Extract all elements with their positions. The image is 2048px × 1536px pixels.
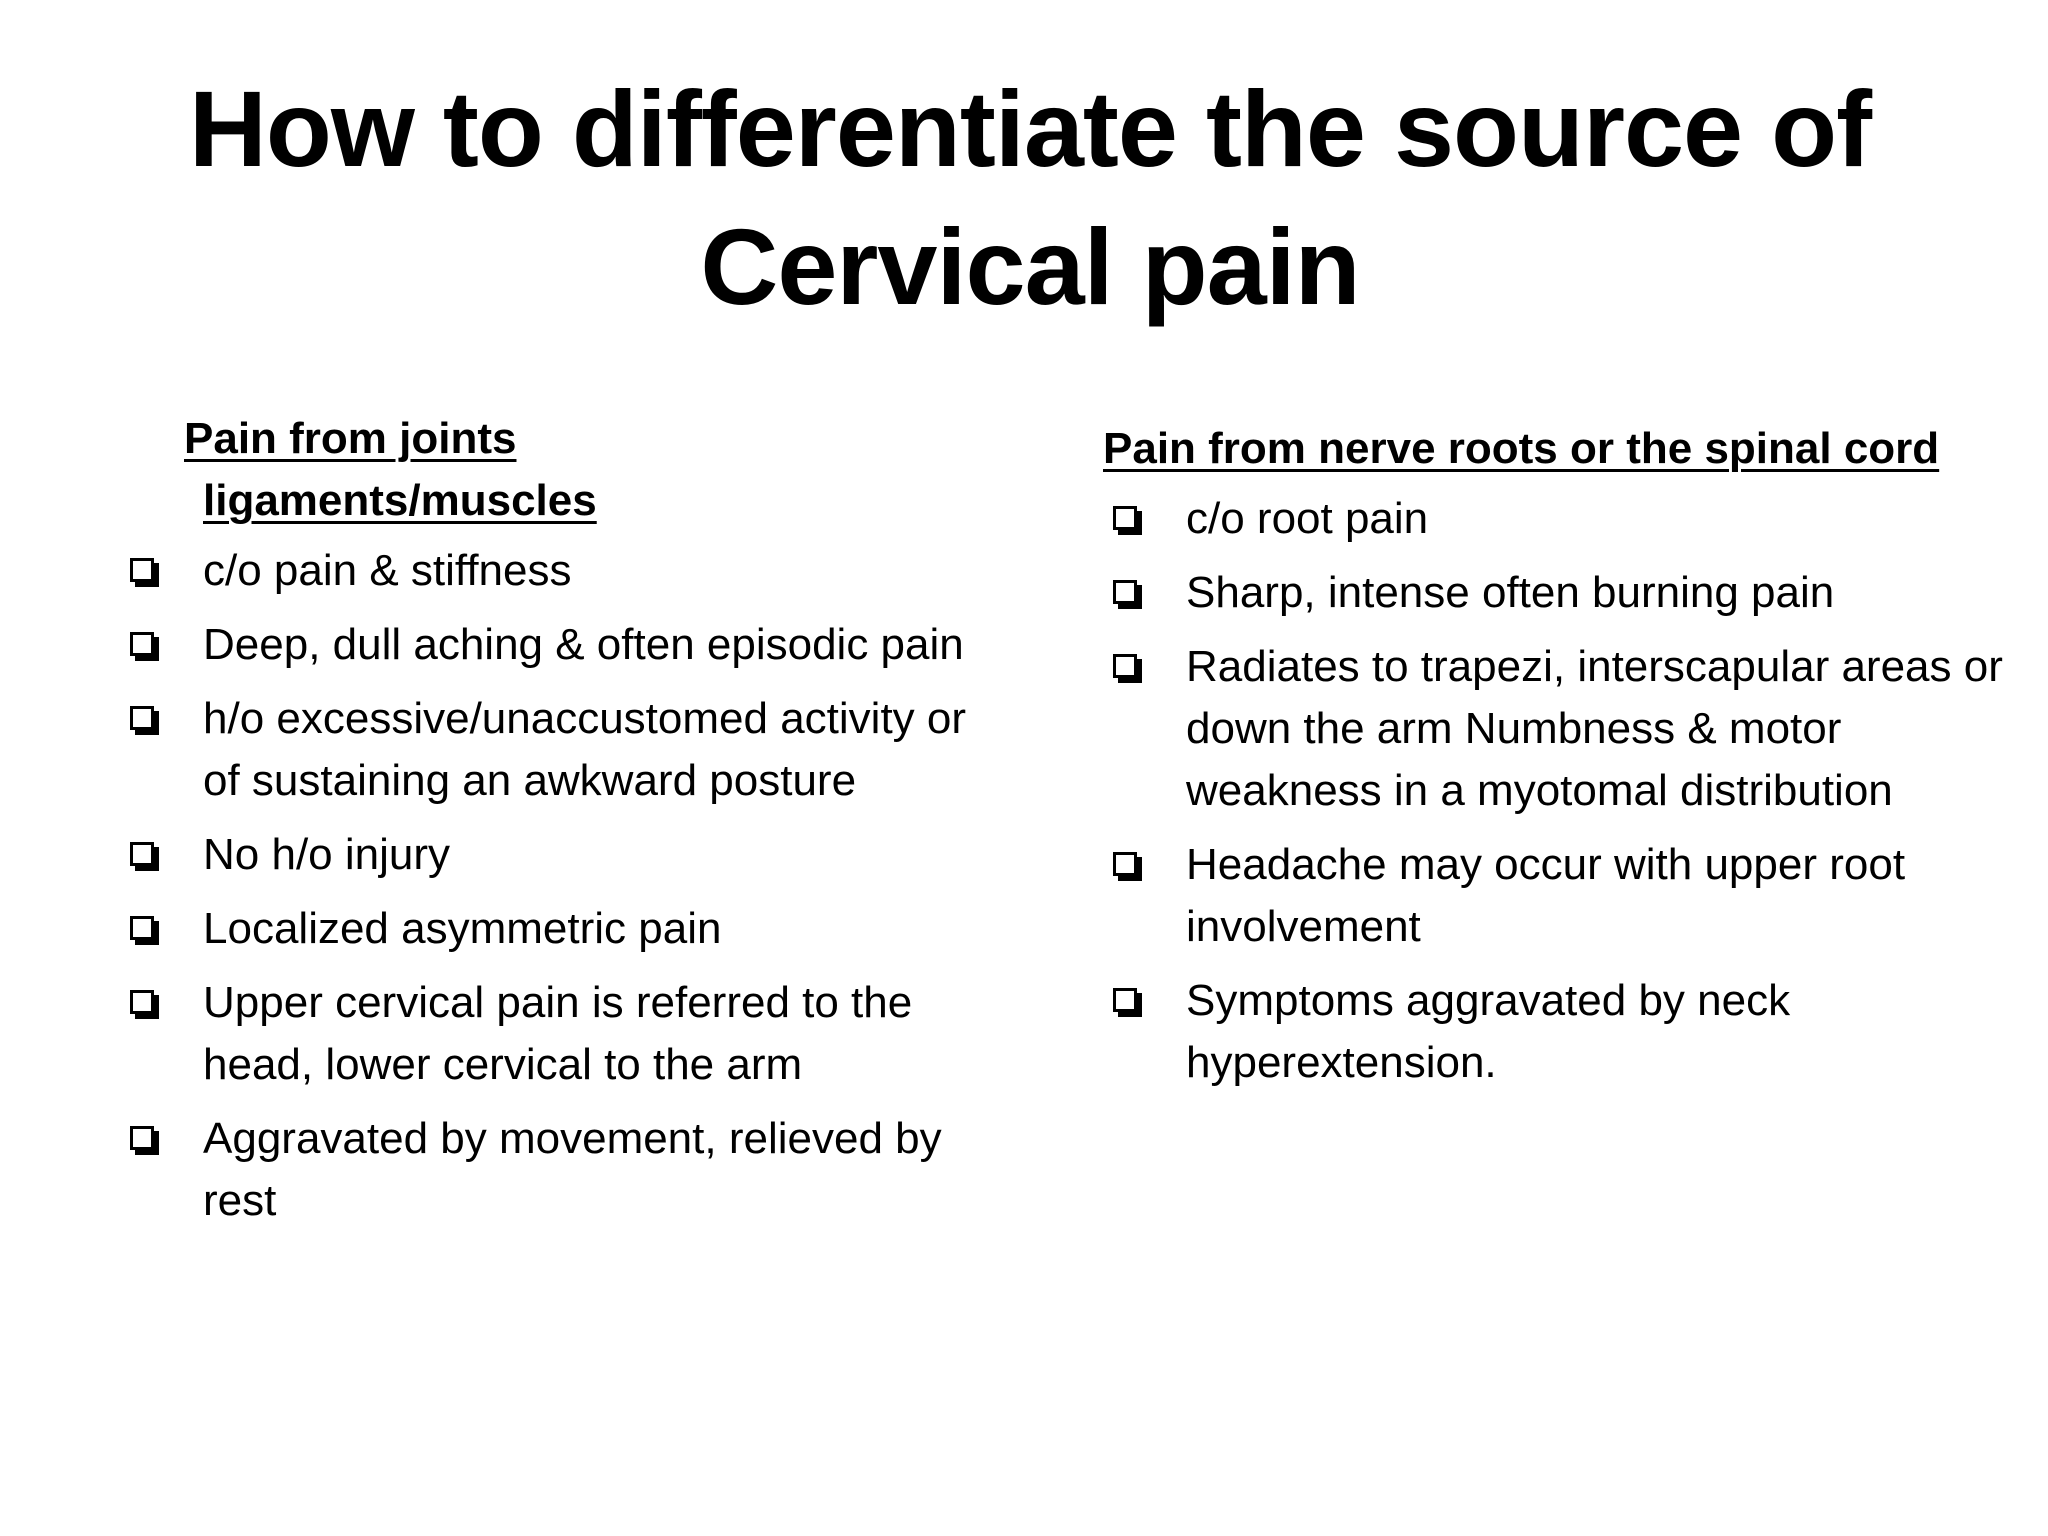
list-item-text: Localized asymmetric pain	[203, 904, 722, 953]
checkbox-square-icon	[130, 1126, 154, 1150]
checkbox-square-icon	[130, 558, 154, 582]
list-item-text: Aggravated by movement, relieved by rest	[203, 1114, 942, 1225]
checkbox-square-icon	[1113, 506, 1137, 530]
list-item	[120, 1108, 1000, 1232]
right-column-heading: Pain from nerve roots or the spinal cord	[1103, 424, 1940, 473]
list-item-text: Upper cervical pain is referred to the head, lower cervical to the arm	[203, 978, 913, 1089]
checkbox-square-icon	[130, 632, 154, 656]
left-column	[120, 408, 1000, 1244]
right-column	[1103, 418, 2003, 1106]
list-item	[1103, 636, 2003, 822]
list-item-text: Deep, dull aching & often episodic pain	[203, 620, 964, 669]
checkbox-square-icon	[1113, 580, 1137, 604]
checkbox-square-icon	[130, 990, 154, 1014]
title-line-2: Cervical pain	[700, 206, 1360, 327]
slide-title	[100, 60, 1960, 336]
checkbox-square-icon	[130, 706, 154, 730]
checkbox-square-icon	[1113, 988, 1137, 1012]
left-bullet-list	[120, 540, 1000, 1232]
list-item-text: Symptoms aggravated by neck hyperextension.	[1186, 976, 1791, 1087]
list-item	[120, 824, 1000, 886]
list-item	[1103, 834, 2003, 958]
list-item-text: c/o root pain	[1186, 494, 1429, 543]
list-item	[120, 898, 1000, 960]
list-item-text: c/o pain & stiffness	[203, 546, 572, 595]
list-item	[1103, 970, 2003, 1094]
list-item-text: Radiates to trapezi, interscapular areas or down the arm Numbness & motor weakness in a myotomal distribution	[1186, 642, 2003, 815]
list-item-text: Headache may occur with upper root involvement	[1186, 840, 1906, 951]
left-column-heading: Pain from joints ligaments/muscles	[184, 414, 597, 525]
checkbox-square-icon	[1113, 852, 1137, 876]
list-item	[120, 614, 1000, 676]
checkbox-square-icon	[1113, 654, 1137, 678]
checkbox-square-icon	[130, 916, 154, 940]
right-bullet-list	[1103, 488, 2003, 1094]
list-item	[1103, 562, 2003, 624]
title-line-1: How to differentiate the source of	[188, 68, 1872, 189]
list-item	[1103, 488, 2003, 550]
list-item	[120, 972, 1000, 1096]
checkbox-square-icon	[130, 842, 154, 866]
list-item	[120, 540, 1000, 602]
list-item-text: Sharp, intense often burning pain	[1186, 568, 1835, 617]
list-item-text: No h/o injury	[203, 830, 451, 879]
list-item	[120, 688, 1000, 812]
list-item-text: h/o excessive/unaccustomed activity or of sustaining an awkward posture	[203, 694, 967, 805]
